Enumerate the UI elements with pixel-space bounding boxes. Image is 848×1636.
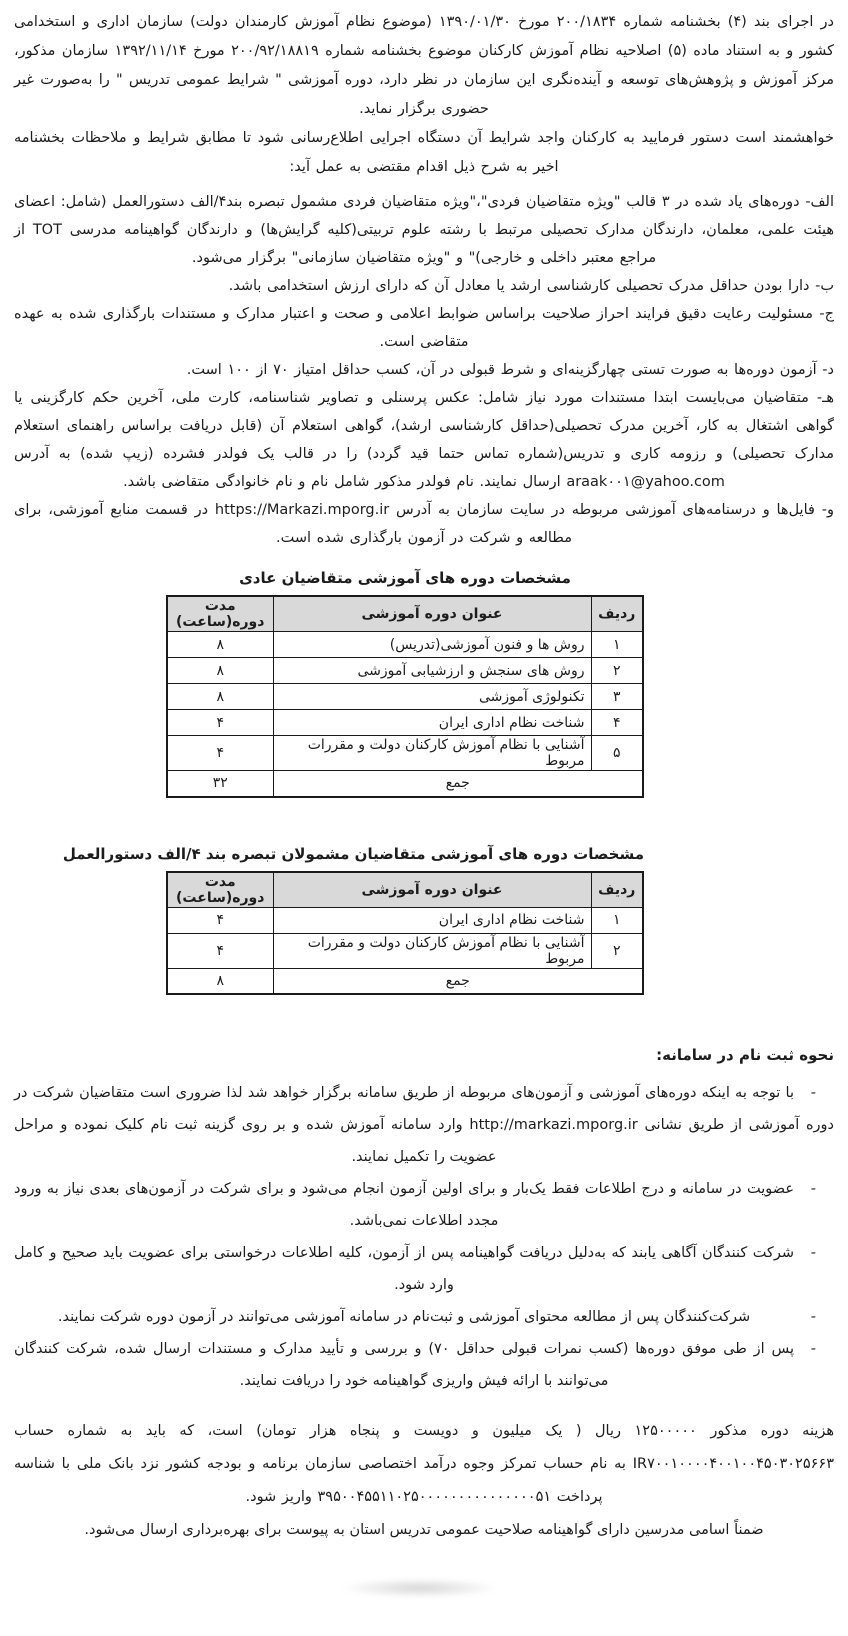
item-he-required-documents: هـ- متقاضیان می‌بایست ابتدا مستندات مورد نیاز شامل: عکس پرسنلی و تصاویر شناسنامه، کارت ملی، آخرین حکم کارگزینی یا گواهی اشتغال به کار، آخرین مدرک تحصیلی(حداقل کارشناسی ارشد)، گواهی استعلام آن (قابل دریافت براساس راهنمای استعلام مدارک تحصیلی) و رزومه کاری و تدریس(شماره تماس حتما قید گردد) را در قالب یک فولدر فشرده (زیپ شده) به آدرس araak۰۰۱@yahoo.com ارسال نمایند. نام فولدر مذکور شامل نام و نام خانوادگی متقاضی باشد. bbox=[14, 390, 834, 490]
duration-cell: ۴ bbox=[167, 710, 273, 736]
item-dal-exam-format: د- آزمون دوره‌ها به صورت تستی چهارگزینه‌ای و شرط قبولی در آن، کسب حداقل امتیاز ۷۰ از ۱۰۰ است. bbox=[186, 362, 834, 378]
ordinary-applicants-table-block bbox=[166, 566, 644, 798]
exempted-applicants-table-block bbox=[62, 842, 644, 996]
item-alef-course-formats: الف- دوره‌های یاد شده در ۳ قالب "ویژه متقاضیان فردی"،"ویژه متقاضیان فردی مشمول تبصره بند۴/الف دستورالعمل (شامل: اعضای هیئت علمی، معلمان، دارندگان مدارک تحصیلی مرتبط با رشته علوم تربیتی(کلیه گرایش‌ها) و دارندگان گواهینامه مدرسی TOT از مراجع معتبر داخلی و خارجی)" و "ویژه متقاضیان سازمانی" برگزار می‌شود. bbox=[14, 194, 835, 266]
total-hours-cell: ۸ bbox=[167, 968, 273, 994]
row-number-cell: ۱ bbox=[591, 907, 643, 933]
row-number-cell: ۵ bbox=[591, 736, 643, 771]
bullet-exam-participation: - شرکت‌کنندگان پس از مطالعه محتوای آموزشی و ثبت‌نام در سامانه آموزشی می‌توانند در آزمون دوره شرکت نمایند. bbox=[14, 1301, 834, 1333]
attachment-note-paragraph: ضمناً اسامی مدرسین دارای گواهینامه صلاحیت عمومی تدریس استان به پیوست برای بهره‌برداری ارسال می‌شود. bbox=[84, 1522, 764, 1538]
table-row bbox=[167, 710, 643, 736]
table-row bbox=[167, 933, 643, 968]
column-header-duration: مدت دوره(ساعت) bbox=[167, 596, 273, 632]
total-label-cell: جمع bbox=[273, 771, 643, 797]
duration-cell: ۴ bbox=[167, 907, 273, 933]
table-row bbox=[167, 736, 643, 771]
duration-cell: ۸ bbox=[167, 658, 273, 684]
table-header-row bbox=[167, 596, 643, 632]
total-hours-cell: ۳۲ bbox=[167, 771, 273, 797]
item-vav-course-files: و- فایل‌ها و درسنامه‌های آموزشی مربوطه در سایت سازمان به آدرس https://Markazi.mporg.ir در قسمت منابع آموزشی، برای مطالعه و شرکت در آزمون بارگذاری شده است. bbox=[14, 502, 834, 546]
item-jim-responsibility: ج- مسئولیت رعایت دقیق فرایند احراز صلاحیت براساس ضوابط اعلامی و صحت و اعتبار مدارک و مستندات بارگذاری شده به عهده متقاضی است. bbox=[14, 306, 834, 350]
column-header-course-title: عنوان دوره آموزشی bbox=[273, 872, 591, 908]
scan-artifact bbox=[340, 1578, 500, 1598]
duration-cell: ۸ bbox=[167, 632, 273, 658]
registration-bullet-list bbox=[14, 1077, 834, 1397]
row-number-cell: ۱ bbox=[591, 632, 643, 658]
table-header-row bbox=[167, 872, 643, 908]
table-total-row bbox=[167, 771, 643, 797]
duration-cell: ۴ bbox=[167, 933, 273, 968]
course-title-cell: شناخت نظام اداری ایران bbox=[273, 907, 591, 933]
ordinary-applicants-table bbox=[166, 595, 644, 798]
table-row bbox=[167, 684, 643, 710]
exempted-applicants-table bbox=[166, 871, 644, 996]
bullet-accurate-information: - شرکت کنندگان آگاهی یابند که به‌دلیل دریافت گواهینامه پس از آزمون، کلیه اطلاعات درخواستی برای عضویت باید صحیح و کامل وارد شود. bbox=[14, 1237, 834, 1301]
table-row bbox=[167, 907, 643, 933]
total-label-cell: جمع bbox=[273, 968, 643, 994]
row-number-cell: ۳ bbox=[591, 684, 643, 710]
bullet-certificate-issuance: - پس از طی موفق دوره‌ها (کسب نمرات قبولی حداقل ۷۰) و بررسی و تأیید مدارک و مستندات ارسال شده، شرکت کنندگان می‌توانند با ارائه فیش واریزی گواهینامه خود را دریافت نمایند. bbox=[14, 1333, 834, 1397]
duration-cell: ۴ bbox=[167, 736, 273, 771]
course-title-cell: شناخت نظام اداری ایران bbox=[273, 710, 591, 736]
column-header-row-number: ردیف bbox=[591, 596, 643, 632]
table-row bbox=[167, 632, 643, 658]
exempted-applicants-table-title: مشخصات دوره های آموزشی متقاضیان مشمولان تبصره بند ۴/الف دستورالعمل bbox=[62, 844, 644, 863]
duration-cell: ۸ bbox=[167, 684, 273, 710]
ordinary-applicants-table-title: مشخصات دوره های آموزشی متقاضیان عادی bbox=[239, 569, 571, 587]
row-number-cell: ۲ bbox=[591, 933, 643, 968]
lettered-items-section bbox=[14, 188, 834, 552]
course-title-cell: روش های سنجش و ارزشیابی آموزشی bbox=[273, 658, 591, 684]
column-header-row-number: ردیف bbox=[591, 872, 643, 908]
course-title-cell: تکنولوژی آموزشی bbox=[273, 684, 591, 710]
intro-section bbox=[14, 8, 834, 182]
intro-paragraph-2: خواهشمند است دستور فرمایید به کارکنان واجد شرایط آن دستگاه اجرایی اطلاع‌رسانی شود تا مطابق شرایط و ملاحظات بخشنامه اخیر به شرح ذیل اقدام مقتضی به عمل آید: bbox=[14, 130, 834, 175]
table-row bbox=[167, 658, 643, 684]
column-header-duration: مدت دوره(ساعت) bbox=[167, 872, 273, 908]
row-number-cell: ۲ bbox=[591, 658, 643, 684]
bullet-online-registration: - با توجه به اینکه دوره‌های آموزشی و آزمون‌های مربوطه از طریق سامانه برگزار خواهد شد لذا ضروری است متقاضیان شرکت در دوره آموزشی از طریق نشانی http://markazi.mporg.ir وارد سامانه آموزش شده و بر روی گزینه ثبت نام کلیک نموده و مراحل عضویت را تکمیل نمایند. bbox=[14, 1077, 834, 1173]
course-title-cell: آشنایی با نظام آموزش کارکنان دولت و مقررات مربوط bbox=[273, 736, 591, 771]
table-total-row bbox=[167, 968, 643, 994]
row-number-cell: ۴ bbox=[591, 710, 643, 736]
payment-details-paragraph: هزینه دوره مذکور ۱۲۵۰۰۰۰۰ ریال ( یک میلیون و دویست و پنجاه هزار تومان) است، که باید به شماره حساب IR۷۰۰۱۰۰۰۰۴۰۰۱۰۰۴۵۰۳۰۲۵۶۶۳ به نام حساب تمرکز وجوه درآمد اختصاصی سازمان برنامه و بودجه کشور نزد بانک ملی با شناسه پرداخت ۳۹۵۰۰۴۵۵۱۱۰۲۵۰۰۰۰۰۰۰۰۰۰۰۰۰۰۰۵۱ واریز شود. bbox=[14, 1423, 834, 1505]
course-title-cell: روش ها و فنون آموزشی(تدریس) bbox=[273, 632, 591, 658]
item-be-degree-requirement: ب- دارا بودن حداقل مدرک تحصیلی کارشناسی ارشد یا معادل آن که دارای ارزش استخدامی باشد. bbox=[228, 278, 834, 294]
bullet-one-time-membership: - عضویت در سامانه و درج اطلاعات فقط یک‌بار و برای اولین آزمون انجام می‌شود و برای شرکت در آزمون‌های بعدی نیاز به ورود مجدد اطلاعات نمی‌باشد. bbox=[14, 1173, 834, 1237]
column-header-course-title: عنوان دوره آموزشی bbox=[273, 596, 591, 632]
registration-section-heading: نحوه ثبت نام در سامانه: bbox=[656, 1046, 834, 1064]
intro-paragraph-1: در اجرای بند (۴) بخشنامه شماره ۲۰۰/۱۸۳۴ مورخ ۱۳۹۰/۰۱/۳۰ (موضوع نظام آموزش کارمندان دولت) سازمان اداری و استخدامی کشور و به استناد ماده (۵) اصلاحیه نظام آموزش کارکنان موضوع بخشنامه شماره ۲۰۰/۹۲/۱۸۸۱۹ مورخ ۱۳۹۲/۱۱/۱۴ سازمان مذکور، مرکز آموزش و پژوهش‌های توسعه و آینده‌نگری این سازمان در نظر دارد، دوره آموزشی " شرایط عمومی تدریس " را به‌صورت غیر حضوری برگزار نماید. bbox=[14, 14, 835, 117]
course-title-cell: آشنایی با نظام آموزش کارکنان دولت و مقررات مربوط bbox=[273, 933, 591, 968]
